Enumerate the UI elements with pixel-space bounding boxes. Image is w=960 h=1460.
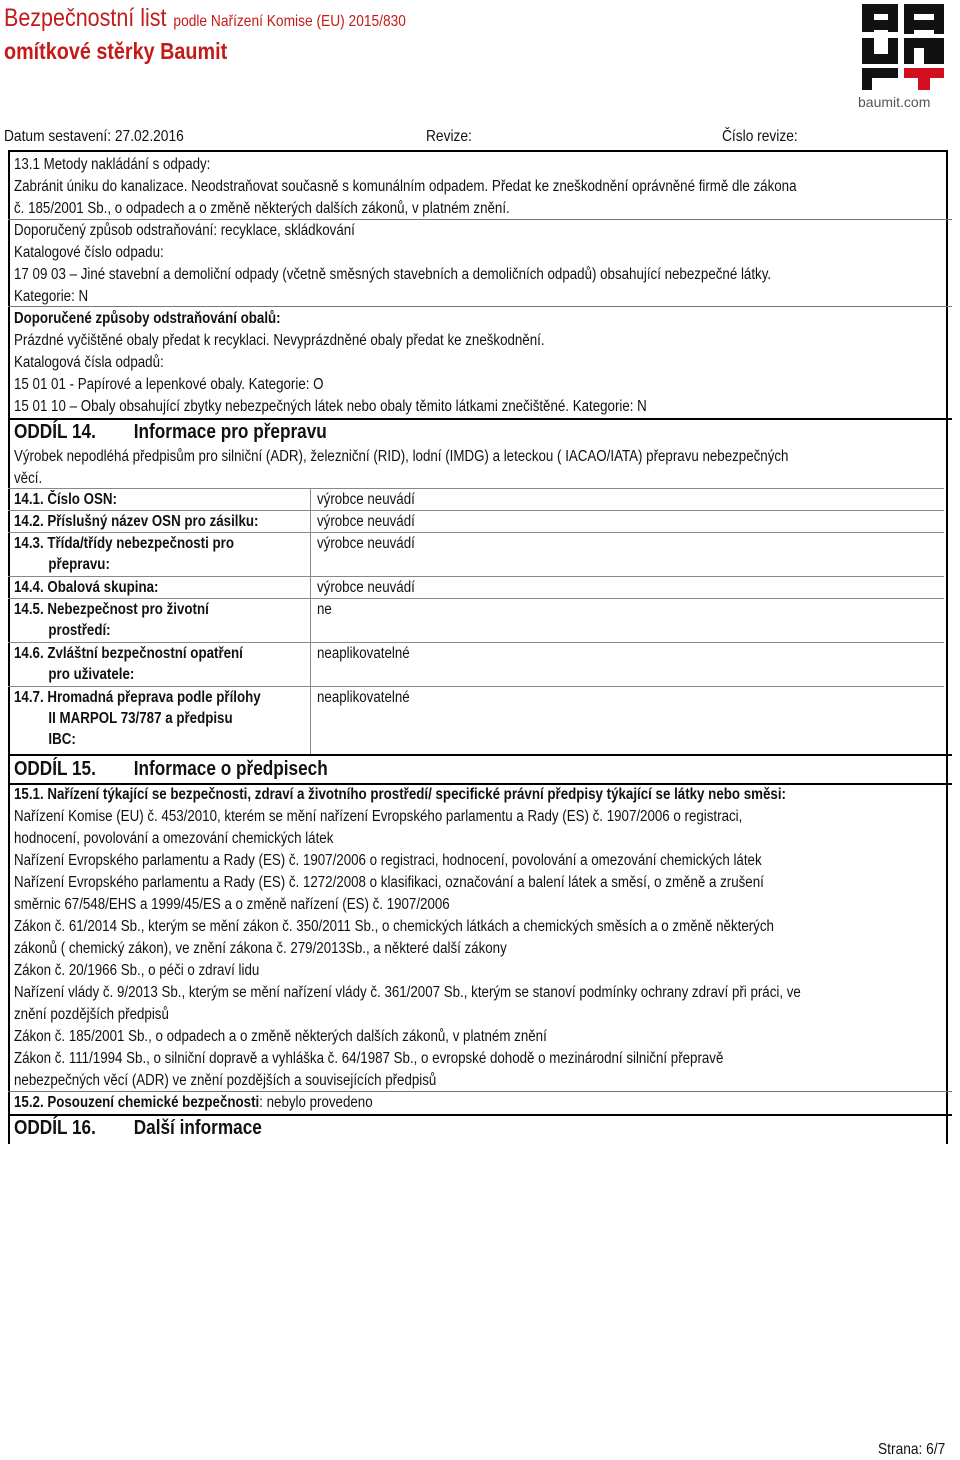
- methods-line-2: č. 185/2001 Sb., o odpadech a o změně některých dalších zákonů, v platném znění.: [14, 200, 510, 217]
- table-column-divider: [310, 488, 311, 754]
- revision-row: [4, 128, 952, 148]
- transport-label: [14, 687, 263, 750]
- transport-label-line: II MARPOL 73/787 a předpisu: [48, 710, 233, 727]
- page-number: Strana: 6/7: [877, 1441, 946, 1458]
- regulation-line: Nařízení Komise (EU) č. 453/2010, kterém se mění nařízení Evropského parlamentu a Rady (ES) č. 1907/2006 o registraci,: [14, 808, 743, 825]
- table-row: [8, 532, 944, 577]
- table-row: [8, 642, 944, 687]
- logo-url: baumit.com: [858, 94, 931, 110]
- regulation-line: Zákon č. 185/2001 Sb., o odpadech a o změně některých dalších zákonů, v platném znění: [14, 1028, 547, 1045]
- transport-label: 14.1. Číslo OSN:: [14, 491, 117, 508]
- transport-value: výrobce neuvádí: [317, 535, 415, 552]
- transport-intro-line-1: Výrobek nepodléhá předpisům pro silniční (ADR), železniční (RID), lodní (IMDG) a leteckou ( IACAO/IATA) přepravu nebezpečných: [14, 448, 789, 465]
- regulation-line: Nařízení vlády č. 9/2013 Sb., kterým se mění nařízení vlády č. 361/2007 Sb., kterým se stanoví podmínky ochrany zdraví při práci, ve: [14, 984, 801, 1001]
- revision-number-label: Číslo revize:: [722, 128, 798, 145]
- divider: [8, 1091, 952, 1092]
- packaging-codes-label: Katalogová čísla odpadů:: [14, 354, 164, 371]
- assessment-value: : nebylo provedeno: [259, 1094, 373, 1111]
- packaging-heading: Doporučené způsoby odstraňování obalů:: [14, 310, 281, 327]
- transport-label-line: pro uživatele:: [48, 666, 135, 683]
- document-subtitle: podle Nařízení Komise (EU) 2015/830: [173, 13, 406, 30]
- section-16-label: ODDÍL 16.: [14, 1117, 96, 1139]
- transport-label-line: přepravu:: [48, 556, 110, 573]
- section-14-label: ODDÍL 14.: [14, 421, 96, 443]
- regulation-line: směrnic 67/548/EHS a 1999/45/ES a o změně nařízení (ES) č. 1907/2006: [14, 896, 450, 913]
- baumit-logo-icon: [858, 2, 948, 94]
- transport-label-line: IBC:: [48, 731, 76, 748]
- table-row: [8, 488, 944, 511]
- chemical-assessment: [14, 1094, 373, 1112]
- transport-value: výrobce neuvádí: [317, 513, 415, 530]
- table-row: [8, 510, 944, 533]
- transport-label: 14.2. Příslušný název OSN pro zásilku:: [14, 513, 259, 530]
- transport-value: výrobce neuvádí: [317, 491, 415, 508]
- transport-value: neaplikovatelné: [317, 645, 410, 662]
- section-divider: [8, 783, 952, 785]
- disposal-method: Doporučený způsob odstraňování: recyklace, skládkování: [14, 222, 355, 239]
- regulation-line: zákonů ( chemický zákon), ve znění zákona č. 279/2013Sb., a některé další zákony: [14, 940, 507, 957]
- document-title: [4, 4, 406, 33]
- methods-line-1: Zabránit úniku do kanalizace. Neodstraňovat současně s komunálním odpadem. Předat ke zneškodnění oprávněné firmě dle zákona: [14, 178, 797, 195]
- transport-label-line: 14.7. Hromadná přeprava podle přílohy: [14, 689, 261, 706]
- section-divider: [8, 418, 952, 420]
- packaging-code-1: 15 01 01 - Papírové a lepenkové obaly. Kategorie: O: [14, 376, 324, 393]
- revision-label: Revize:: [426, 128, 472, 145]
- waste-code-label: Katalogové číslo odpadu:: [14, 244, 164, 261]
- regulation-line: Zákon č. 61/2014 Sb., kterým se mění zákon č. 350/2011 Sb., o chemických látkách a chemických směsích a o změně některých: [14, 918, 774, 935]
- transport-value: neaplikovatelné: [317, 689, 410, 706]
- document-title-text: Bezpečnostní list: [4, 4, 167, 32]
- transport-label: 14.4. Obalová skupina:: [14, 579, 159, 596]
- packaging-text: Prázdné vyčištěné obaly předat k recyklaci. Nevyprázdněné obaly předat ke zneškodnění.: [14, 332, 545, 349]
- regulation-line: Nařízení Evropského parlamentu a Rady (ES) č. 1272/2008 o klasifikaci, označování a balení látek a směsí, o změně a zrušení: [14, 874, 764, 891]
- transport-intro-line-2: věcí.: [14, 470, 43, 487]
- transport-label-line: 14.5. Nebezpečnost pro životní: [14, 601, 209, 618]
- regulation-line: nebezpečných věcí (ADR) ve znění pozdějších a souvisejících předpisů: [14, 1072, 437, 1089]
- table-row: [8, 686, 944, 753]
- section-14-title: Informace pro přepravu: [133, 421, 327, 443]
- table-row: [8, 598, 944, 643]
- section-14-heading: [14, 421, 327, 444]
- section-15-title: Informace o předpisech: [133, 758, 328, 780]
- regulation-line: hodnocení, povolování a omezování chemických látek: [14, 830, 334, 847]
- regulation-line: Nařízení Evropského parlamentu a Rady (ES) č. 1907/2006 o registraci, hodnocení, povolování a omezování chemických látek: [14, 852, 762, 869]
- table-row: [8, 576, 944, 599]
- divider: [8, 219, 952, 220]
- transport-label-line: prostředí:: [48, 622, 111, 639]
- transport-label-line: 14.3. Třída/třídy nebezpečnosti pro: [14, 535, 234, 552]
- regulation-line: Zákon č. 20/1966 Sb., o péči o zdraví lidu: [14, 962, 260, 979]
- section-16-title: Další informace: [133, 1117, 262, 1139]
- divider: [8, 306, 952, 307]
- transport-label: [14, 643, 263, 685]
- date-label: Datum sestavení: 27.02.2016: [4, 128, 184, 145]
- assessment-label: 15.2. Posouzení chemické bezpečnosti: [14, 1094, 260, 1111]
- transport-value: výrobce neuvádí: [317, 579, 415, 596]
- regulations-heading: 15.1. Nařízení týkající se bezpečnosti, zdraví a životního prostředí/ specifické právní předpisy týkající se látky nebo směsi:: [14, 786, 786, 803]
- regulation-line: Zákon č. 111/1994 Sb., o silniční dopravě a vyhláška č. 64/1987 Sb., o evropské dohodě o mezinárodní silniční přepravě: [14, 1050, 724, 1067]
- transport-value: ne: [317, 601, 332, 618]
- packaging-code-2: 15 01 10 – Obaly obsahující zbytky nebezpečných látek nebo obaly těmito látkami znečištěné. Kategorie: N: [14, 398, 647, 415]
- section-15-heading: [14, 758, 328, 781]
- section-divider: [8, 754, 952, 756]
- section-16-heading: [14, 1117, 262, 1140]
- transport-label: [14, 599, 263, 641]
- section-15-label: ODDÍL 15.: [14, 758, 96, 780]
- waste-category: Kategorie: N: [14, 288, 89, 305]
- section-divider: [8, 1114, 952, 1116]
- methods-heading: 13.1 Metody nakládání s odpady:: [14, 156, 211, 173]
- transport-label-line: 14.6. Zvláštní bezpečnostní opatření: [14, 645, 243, 662]
- waste-code: 17 09 03 – Jiné stavební a demoliční odpady (včetně směsných stavebních a demoličních odpadů) obsahující nebezpečné látky.: [14, 266, 772, 283]
- regulation-line: znění pozdějších předpisů: [14, 1006, 169, 1023]
- product-name: omítkové stěrky Baumit: [4, 38, 228, 64]
- transport-label: [14, 533, 263, 575]
